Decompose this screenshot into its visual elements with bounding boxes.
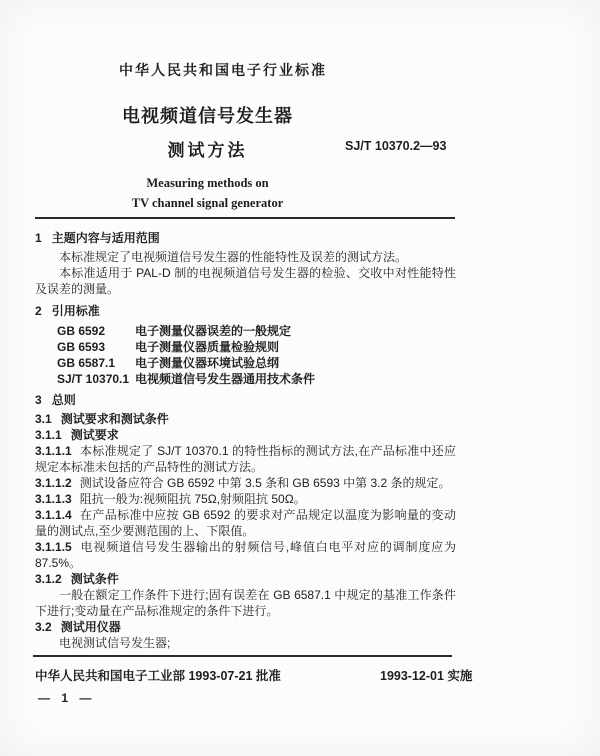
- clause-3-1-2-number: 3.1.2: [35, 572, 62, 586]
- clause-3-1-1-5-text: 电视频道信号发生器输出的射频信号,峰值白电平对应的调制度应为 87.5%。: [35, 540, 456, 570]
- clause-3-1-1-heading: [35, 427, 456, 443]
- implementation-date: 1993-12-01 实施: [380, 669, 473, 683]
- references-list: [35, 323, 456, 387]
- clause-3-2-heading: [35, 619, 456, 635]
- clause-3-1-1-1: [35, 443, 456, 475]
- clause-3-1-2-paragraph: 一般在额定工作条件下进行;固有误差在 GB 6587.1 中规定的基准工作条件下进行;变动量在产品标准规定的条件下进行。: [35, 588, 456, 618]
- clause-3-1-1-2: [35, 475, 456, 491]
- footer-divider-rule: [33, 655, 452, 657]
- clause-3-1-1-5: [35, 539, 456, 571]
- standard-number: SJ/T 10370.2—93: [345, 139, 447, 153]
- clause-3-1-number: 3.1: [35, 412, 52, 426]
- section-2-title: 引用标准: [51, 304, 100, 318]
- standard-type-heading: 中华人民共和国电子行业标准: [119, 62, 327, 78]
- clause-3-1-2-heading: [35, 571, 456, 587]
- reference-item: [57, 371, 456, 387]
- reference-code: GB 6592: [57, 324, 106, 338]
- clause-3-1-1-2-text: 测试设备应符合 GB 6592 中第 3.5 条和 GB 6593 中第 3.2 条的规定。: [79, 476, 451, 490]
- clause-3-1-1-2-number: 3.1.1.2: [35, 476, 72, 490]
- section-1-title: 主题内容与适用范围: [51, 231, 160, 245]
- section-1-paragraph-1: 本标准规定了电视频道信号发生器的性能特性及误差的测试方法。: [59, 250, 408, 264]
- approval-statement: 中华人民共和国电子工业部 1993-07-21 批准: [35, 669, 281, 683]
- clause-3-2-paragraph: 电视测试信号发生器;: [59, 636, 171, 650]
- page-number: — 1 —: [38, 691, 96, 705]
- clause-3-1-1-1-text: 本标准规定了 SJ/T 10370.1 的特性指标的测试方法,在产品标准中还应规定本标准未包括的产品特性的测试方法。: [35, 444, 456, 474]
- section-3-title: 总则: [51, 393, 76, 407]
- reference-title: 电子测量仪器环境试验总纲: [135, 356, 280, 370]
- clause-3-1-1-4-text: 在产品标准中应按 GB 6592 的要求对产品规定以温度为影响量的变动量的测试点,至少要测范围的上、下限值。: [35, 508, 456, 538]
- clause-3-1-1-5-number: 3.1.1.5: [35, 540, 72, 554]
- clause-3-1-heading: [35, 411, 456, 427]
- reference-code: GB 6587.1: [57, 356, 116, 370]
- section-3-heading: [35, 392, 456, 408]
- reference-code: GB 6593: [57, 340, 106, 354]
- clause-3-1-1-title: 测试要求: [70, 428, 119, 442]
- reference-item: [57, 339, 456, 355]
- reference-title: 电子测量仪器质量检验规则: [135, 340, 280, 354]
- document-subtitle-cn: 测试方法: [167, 141, 248, 160]
- document-body: [35, 226, 456, 651]
- reference-item: [57, 323, 456, 339]
- header-divider-rule: [35, 217, 455, 219]
- section-1-paragraph-2: 本标准适用于 PAL-D 制的电视频道信号发生器的检验、交收中对性能特性及误差的测量。: [35, 266, 456, 296]
- clause-3-1-title: 测试要求和测试条件: [60, 412, 169, 426]
- clause-3-1-1-4-number: 3.1.1.4: [35, 508, 72, 522]
- clause-3-1-1-number: 3.1.1: [35, 428, 62, 442]
- title-block: [35, 102, 380, 211]
- reference-title: 电子测量仪器误差的一般规定: [135, 324, 292, 338]
- clause-3-1-1-3-number: 3.1.1.3: [35, 492, 72, 506]
- section-3-number: 3: [35, 393, 42, 407]
- document-title-en-line1: Measuring methods on: [146, 176, 269, 190]
- document-title-cn: 电视频道信号发生器: [122, 106, 293, 126]
- clause-3-1-1-3: [35, 491, 456, 507]
- section-2-heading: [35, 303, 456, 319]
- reference-item: [57, 355, 456, 371]
- section-2-number: 2: [35, 304, 42, 318]
- section-1-number: 1: [35, 231, 42, 245]
- document-title-en-line2: TV channel signal generator: [131, 196, 284, 210]
- clause-3-1-1-3-text: 阻抗一般为:视频阻抗 75Ω,射频阻抗 50Ω。: [79, 492, 306, 506]
- section-1-heading: [35, 230, 456, 246]
- clause-3-1-2-title: 测试条件: [70, 572, 119, 586]
- reference-code: SJ/T 10370.1: [57, 372, 130, 386]
- clause-3-1-1-4: [35, 507, 456, 539]
- clause-3-1-1-1-number: 3.1.1.1: [35, 444, 72, 458]
- clause-3-2-title: 测试用仪器: [60, 620, 121, 634]
- clause-3-2-number: 3.2: [35, 620, 52, 634]
- reference-title: 电视频道信号发生器通用技术条件: [135, 372, 316, 386]
